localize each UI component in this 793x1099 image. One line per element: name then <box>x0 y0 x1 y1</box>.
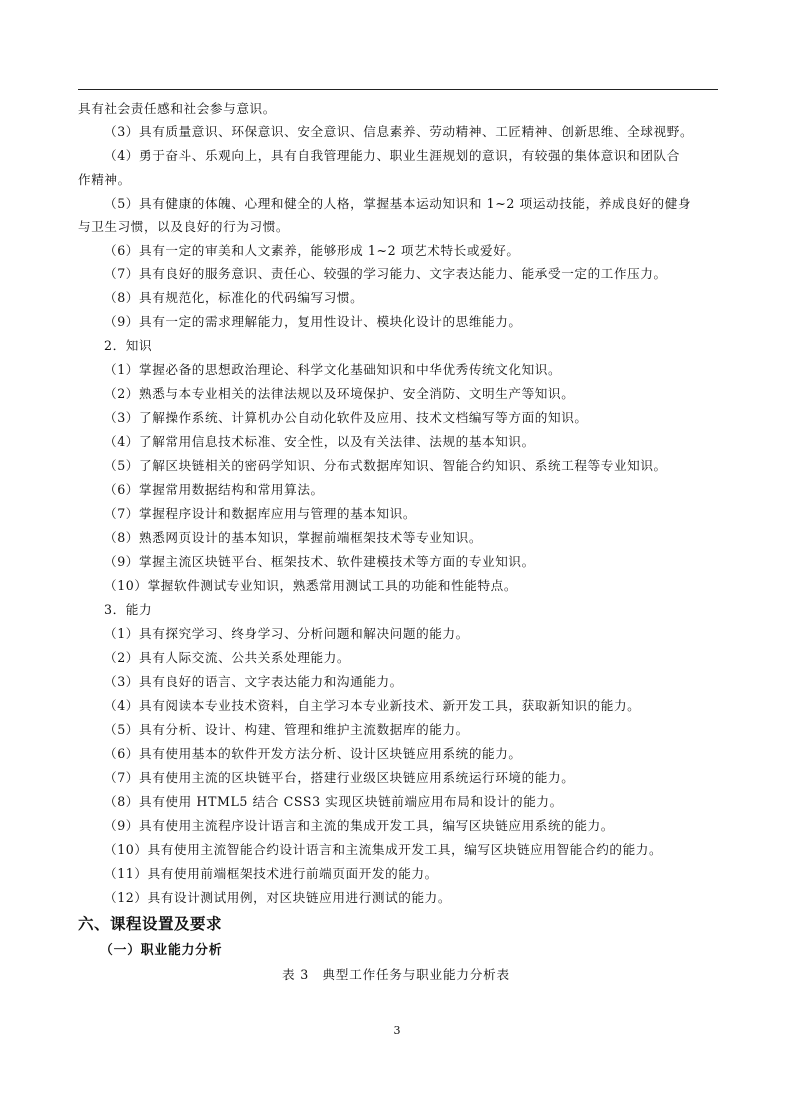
knowledge-heading: 2．知识 <box>104 338 153 353</box>
quality-item: （3）具有质量意识、环保意识、安全意识、信息素养、劳动精神、工匠精神、创新思维、全球视野。 <box>104 124 694 139</box>
knowledge-item: （2）熟悉与本专业相关的法律法规以及环境保护、安全消防、文明生产等知识。 <box>104 386 575 401</box>
quality-item-continuation: 作精神。 <box>78 172 131 187</box>
ability-item: （7）具有使用主流的区块链平台，搭建行业级区块链应用系统运行环境的能力。 <box>104 770 575 785</box>
subsection-title: （一）职业能力分析 <box>100 943 223 958</box>
continued-text: 具有社会责任感和社会参与意识。 <box>78 101 276 116</box>
quality-item: （4）勇于奋斗、乐观向上，具有自我管理能力、职业生涯规划的意识，有较强的集体意识和团队合 <box>104 148 680 163</box>
ability-item: （9）具有使用主流程序设计语言和主流的集成开发工具，编写区块链应用系统的能力。 <box>104 818 614 833</box>
section-title: 六、课程设置及要求 <box>78 915 223 933</box>
ability-item: （3）具有良好的语言、文字表达能力和沟通能力。 <box>104 674 403 689</box>
table-caption: 表 3 典型工作任务与职业能力分析表 <box>282 967 510 982</box>
ability-item: （11）具有使用前端框架技术进行前端页面开发的能力。 <box>104 866 438 881</box>
ability-item: （6）具有使用基本的软件开发方法分析、设计区块链应用系统的能力。 <box>104 746 522 761</box>
ability-item: （5）具有分析、设计、构建、管理和维护主流数据库的能力。 <box>104 722 469 737</box>
knowledge-item: （9）掌握主流区块链平台、框架技术、软件建模技术等方面的专业知识。 <box>104 554 535 569</box>
quality-item: （6）具有一定的审美和人文素养，能够形成 1~2 项艺术特长或爱好。 <box>104 243 520 258</box>
header-rule <box>78 89 718 90</box>
quality-item: （7）具有良好的服务意识、责任心、较强的学习能力、文字表达能力、能承受一定的工作压力。 <box>104 266 667 281</box>
knowledge-item: （4）了解常用信息技术标准、安全性，以及有关法律、法规的基本知识。 <box>104 434 535 449</box>
ability-item: （1）具有探究学习、终身学习、分析问题和解决问题的能力。 <box>104 626 469 641</box>
knowledge-item: （10）掌握软件测试专业知识，熟悉常用测试工具的功能和性能特点。 <box>104 578 518 593</box>
ability-item: （2）具有人际交流、公共关系处理能力。 <box>104 650 351 665</box>
quality-item: （8）具有规范化，标准化的代码编写习惯。 <box>104 290 364 305</box>
ability-item: （8）具有使用 HTML5 结合 CSS3 实现区块链前端应用布局和设计的能力。 <box>104 794 563 809</box>
quality-item: （9）具有一定的需求理解能力，复用性设计、模块化设计的思维能力。 <box>104 314 522 329</box>
knowledge-item: （5）了解区块链相关的密码学知识、分布式数据库知识、智能合约知识、系统工程等专业知识。 <box>104 458 667 473</box>
ability-item: （4）具有阅读本专业技术资料，自主学习本专业新技术、新开发工具，获取新知识的能力。 <box>104 698 641 713</box>
quality-item: （5）具有健康的体魄、心理和健全的人格，掌握基本运动知识和 1~2 项运动技能，养成良好的健身 <box>104 196 692 211</box>
quality-item-continuation: 与卫生习惯，以及良好的行为习惯。 <box>78 219 290 234</box>
knowledge-item: （6）掌握常用数据结构和常用算法。 <box>104 482 324 497</box>
page-number: 3 <box>393 1024 401 1037</box>
knowledge-item: （3）了解操作系统、计算机办公自动化软件及应用、技术文档编写等方面的知识。 <box>104 410 588 425</box>
ability-item: （12）具有设计测试用例，对区块链应用进行测试的能力。 <box>104 890 452 905</box>
knowledge-item: （1）掌握必备的思想政治理论、科学文化基础知识和中华优秀传统文化知识。 <box>104 362 562 377</box>
knowledge-item: （8）熟悉网页设计的基本知识，掌握前端框架技术等专业知识。 <box>104 530 483 545</box>
ability-heading: 3．能力 <box>104 602 153 617</box>
ability-item: （10）具有使用主流智能合约设计语言和主流集成开发工具，编写区块链应用智能合约的能力。 <box>104 842 663 857</box>
knowledge-item: （7）掌握程序设计和数据库应用与管理的基本知识。 <box>104 506 417 521</box>
